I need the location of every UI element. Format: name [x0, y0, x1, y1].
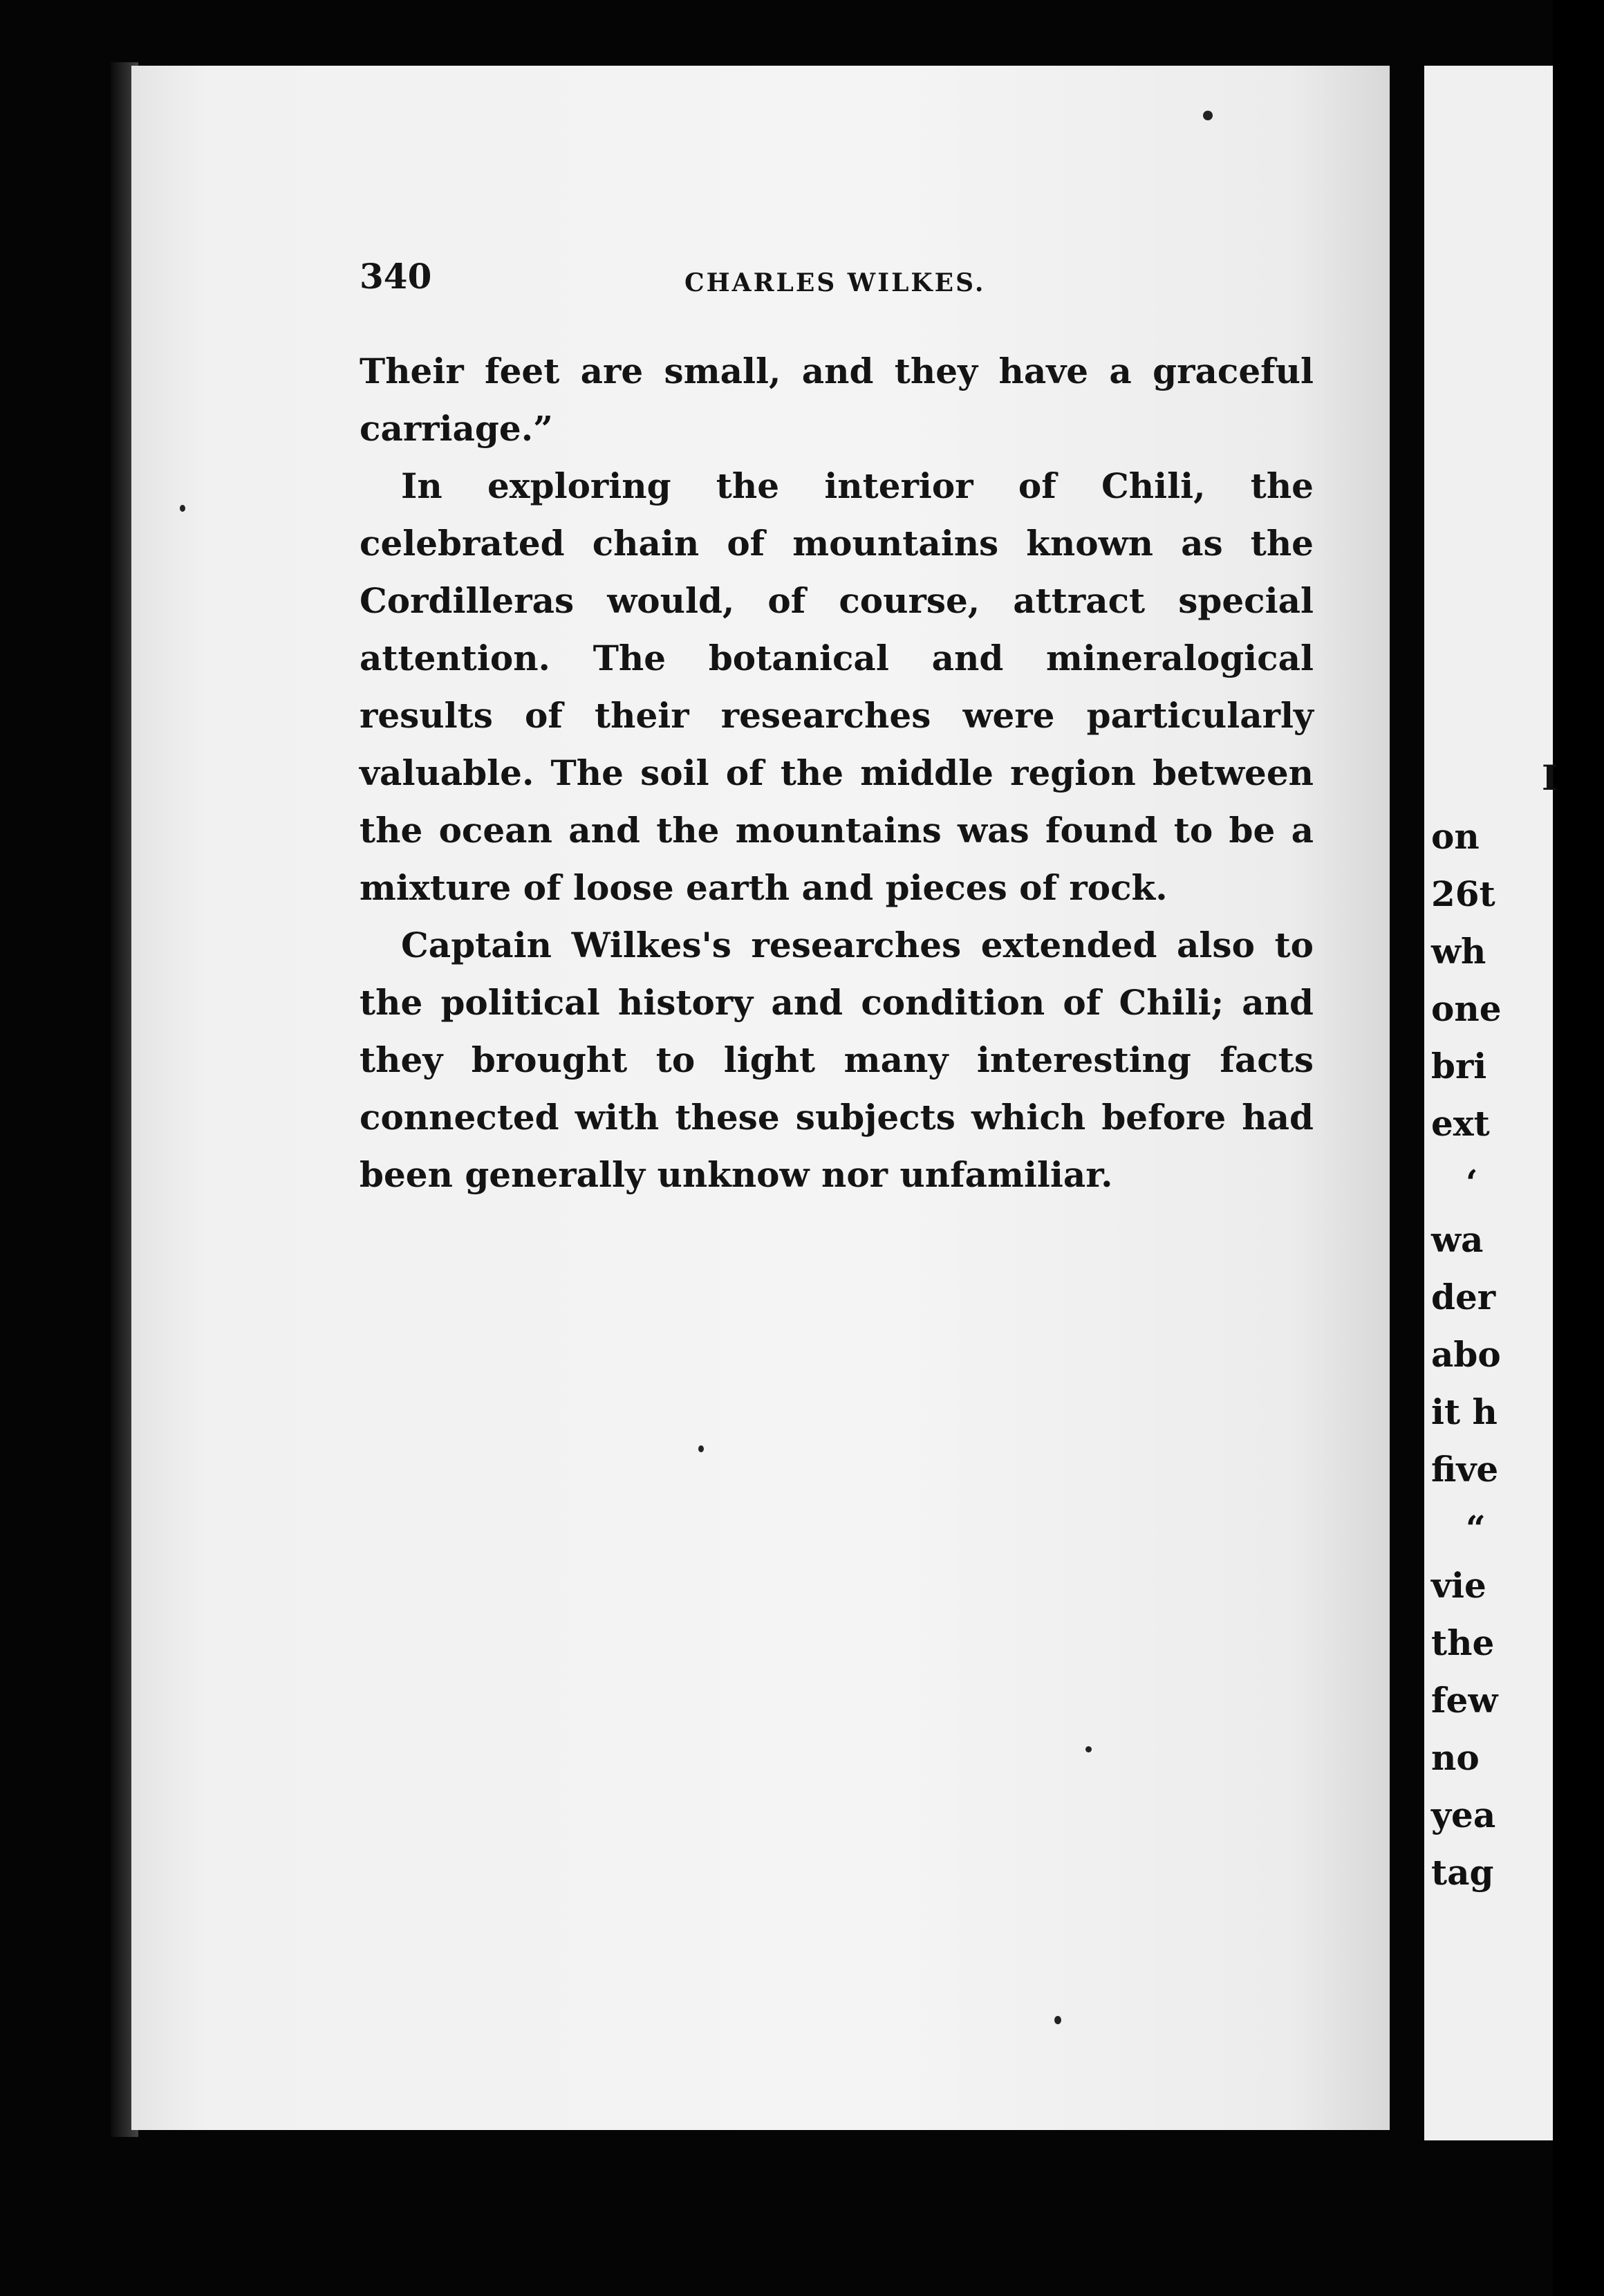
facing-line: bri: [1431, 1046, 1487, 1086]
body-text: [360, 342, 1314, 1203]
facing-line: tag: [1431, 1852, 1494, 1893]
paragraph-1: Their feet are small, and they have a graceful carriage.”: [360, 351, 1314, 449]
scan-speck: [1054, 2016, 1061, 2024]
scan-speck: [180, 505, 185, 512]
facing-line: I: [1542, 757, 1558, 798]
facing-line: it h: [1431, 1391, 1498, 1432]
facing-line: der: [1431, 1277, 1496, 1317]
facing-page: [1424, 66, 1558, 2140]
paragraph-2: In exploring the interior of Chili, the celebrated chain of mountains known as the Cordilleras would, of course, attract special attention. The botanical and mineralogical results of their researches were particularly valuable. The soil of the middle region between the ocean and the mountains was found to be a mixture of loose earth and pieces of rock.: [360, 465, 1314, 908]
facing-line: abo: [1431, 1334, 1501, 1375]
facing-line: vie: [1431, 1565, 1486, 1606]
facing-line: ‘: [1466, 1162, 1478, 1203]
facing-line: few: [1431, 1680, 1498, 1721]
scan-speck: [698, 1445, 704, 1452]
facing-line: no: [1431, 1737, 1480, 1778]
facing-line: yea: [1431, 1795, 1496, 1835]
facing-line: wh: [1431, 931, 1486, 972]
facing-line: one: [1431, 988, 1502, 1029]
facing-line: on: [1431, 816, 1480, 857]
scan-speck: [1085, 1746, 1092, 1752]
facing-line: “: [1466, 1508, 1486, 1548]
scan-speck: [1203, 111, 1213, 120]
running-head: CHARLES WILKES.: [684, 268, 986, 297]
facing-line: the: [1431, 1622, 1495, 1663]
page-number: 340: [360, 256, 432, 297]
paragraph-3: Captain Wilkes's researches extended also to the political history and condition of Chili; and they brought to light many interesting facts connected with these subjects which before had been generally unknow nor unfamiliar.: [360, 925, 1314, 1195]
facing-line: ext: [1431, 1103, 1490, 1144]
facing-line: wa: [1431, 1219, 1484, 1260]
facing-line: 26t: [1431, 873, 1495, 914]
facing-line: five: [1431, 1449, 1499, 1490]
